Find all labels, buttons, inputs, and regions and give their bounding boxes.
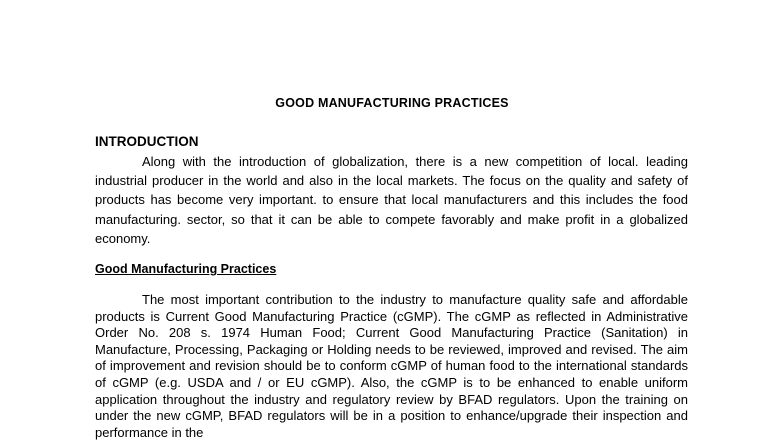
- gmp-section-paragraph: The most important contribution to the industry to manufacture quality safe and affordable products is Current Good Manufacturing Practice (cGMP). The cGMP as reflected in Administrative Order No. 208 s. 1974 Human Food; Current Good Manufacturing Practice (Sanitation) in Manufacture, Processing, Packaging or Holding needs to be reviewed, improved and revised. The aim of improvement and revision should be to conform cGMP of human food to the international standards of cGMP (e.g. USDA and / or EU cGMP). Also, the cGMP is to be enhanced to enable uniform application throughout the industry and regulatory review by BFAD regulators. Upon the training on under the new cGMP, BFAD regulators will be in a position to enhance/upgrade their inspection and performance in the: [95, 292, 688, 440]
- introduction-paragraph: Along with the introduction of globalization, there is a new competition of local. leading industrial producer in the world and also in the local markets. The focus on the quality and safety of products has become very important. to ensure that local manufacturers and this includes the food manufacturing. sector, so that it can be able to compete favorably and make profit in a globalized economy.: [95, 154, 688, 246]
- document-title: GOOD MANUFACTURING PRACTICES: [275, 96, 509, 110]
- gmp-section-heading: Good Manufacturing Practices: [95, 262, 277, 276]
- introduction-heading: INTRODUCTION: [95, 134, 199, 149]
